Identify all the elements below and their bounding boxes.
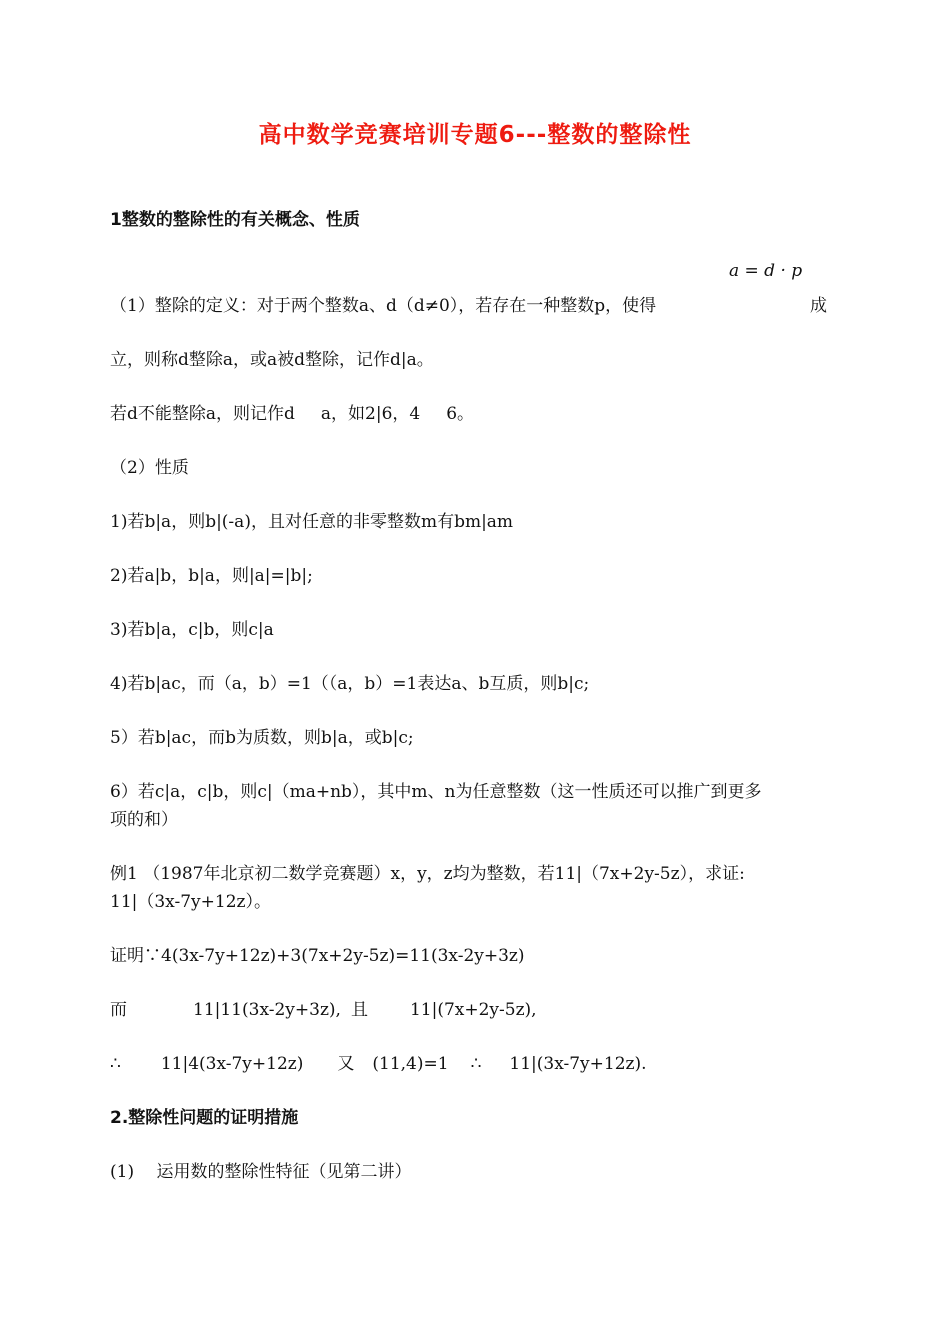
proof-statement-b: 11|(7x+2y-5z),: [409, 1000, 537, 1020]
definition-line-1: [110, 294, 656, 318]
section-heading-methods: 2.整除性问题的证明措施: [110, 1108, 299, 1128]
definition-line-2: 立，则称d整除a，或a被d整除，记作d|a。: [110, 350, 434, 370]
proof-line-3: [110, 1052, 647, 1076]
not-divide-text-b: a，如2|6，4: [320, 404, 421, 424]
example-1-line-2: 11|（3x-7y+12z）。: [110, 892, 271, 912]
section-heading-concepts: 1整数的整除性的有关概念、性质: [110, 210, 360, 230]
property-4: 4)若b|ac，而（a，b）=1（（a，b）=1表达a、b互质，则b|c;: [110, 674, 590, 694]
proof-word-er: 而: [110, 1000, 127, 1020]
proof-conclusion: 11|(3x-7y+12z).: [509, 1054, 647, 1074]
property-3: 3)若b|a，c|b，则c|a: [110, 620, 274, 640]
proof-statement-d: (11,4)=1: [372, 1054, 449, 1074]
proof-word-qie: 且: [350, 1000, 368, 1020]
not-divide-text-a: 若d不能整除a，则记作d: [110, 404, 295, 424]
page-title: 高中数学竞赛培训专题6---整数的整除性: [258, 122, 692, 148]
property-6-line-2: 项的和）: [110, 810, 178, 830]
definition-formula: a = d · p: [729, 261, 803, 281]
method-item-1: (1) 运用数的整除性特征（见第二讲）: [110, 1162, 412, 1182]
proof-word-you: 又: [337, 1054, 355, 1074]
not-divide-text-c: 6。: [446, 404, 475, 424]
proof-line-2: [110, 998, 537, 1022]
proof-statement-a: 11|11(3x-2y+3z),: [193, 1000, 341, 1020]
therefore-symbol: ∴: [110, 1054, 121, 1074]
example-1-line-1: 例1 （1987年北京初二数学竞赛题）x，y，z均为整数，若11|（7x+2y-5z），求证:: [110, 864, 745, 884]
proof-line-1: 证明∵4(3x-7y+12z)+3(7x+2y-5z)=11(3x-2y+3z): [110, 946, 525, 966]
definition-line-1-end: 成: [810, 296, 827, 316]
definition-line-3: [110, 402, 474, 426]
properties-heading: （2）性质: [110, 458, 189, 478]
proof-statement-c: 11|4(3x-7y+12z): [160, 1054, 304, 1074]
therefore-symbol-2: ∴: [470, 1054, 482, 1074]
property-6-line-1: 6）若c|a，c|b，则c|（ma+nb），其中m、n为任意整数（这一性质还可以推广到更多: [110, 782, 762, 802]
property-5: 5）若b|ac，而b为质数，则b|a，或b|c;: [110, 728, 414, 748]
property-2: 2)若a|b，b|a，则|a|=|b|;: [110, 566, 313, 586]
definition-text: （1）整除的定义：对于两个整数a、d（d≠0），若存在一种整数p，使得: [110, 296, 657, 316]
property-1: 1)若b|a，则b|(-a)，且对任意的非零整数m有bm|am: [110, 512, 514, 532]
